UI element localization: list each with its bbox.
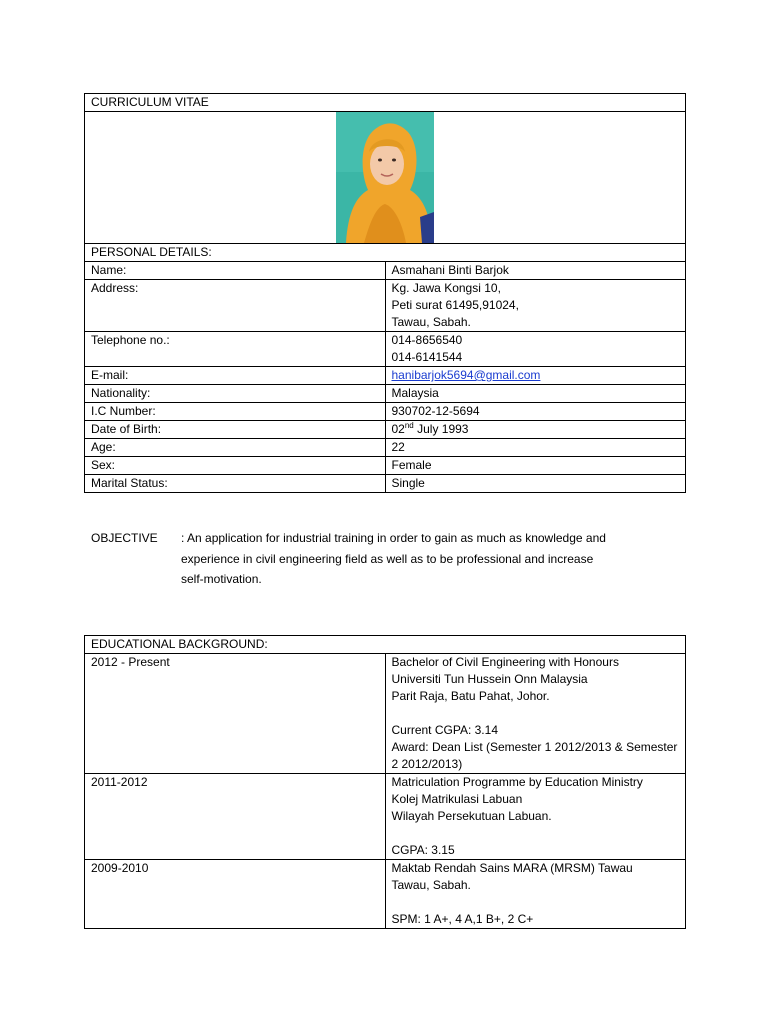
table-row [85, 367, 686, 385]
dob-suffix: nd [404, 421, 414, 430]
education-period-3: 2009-2010 [85, 860, 386, 929]
edu1-line: Award: Dean List (Semester 1 2012/2013 & Semester 2 2012/2013) [391, 740, 678, 771]
objective-line-2: experience in civil engineering field as well as to be professional and increase [181, 551, 594, 566]
spacer [392, 894, 680, 911]
table-row [85, 262, 686, 280]
education-header: EDUCATIONAL BACKGROUND: [85, 636, 686, 654]
telephone-line-1: 014-8656540 [391, 333, 463, 347]
marital-value: Single [385, 475, 686, 493]
edu2-line: Wilayah Persekutuan Labuan. [391, 809, 552, 823]
telephone-value [385, 332, 686, 367]
edu1-line: Universiti Tun Hussein Onn Malaysia [391, 672, 588, 686]
edu1-line: Parit Raja, Batu Pahat, Johor. [391, 689, 550, 703]
edu3-line: Maktab Rendah Sains MARA (MRSM) Tawau [391, 861, 633, 875]
address-line-3: Tawau, Sabah. [391, 315, 471, 329]
age-label: Age: [85, 439, 386, 457]
edu2-line: CGPA: 3.15 [391, 843, 455, 857]
sex-value: Female [385, 457, 686, 475]
objective-text [181, 528, 671, 590]
email-link[interactable]: hanibarjok5694@gmail.com [391, 368, 541, 382]
table-row [85, 457, 686, 475]
edu3-line: SPM: 1 A+, 4 A,1 B+, 2 C+ [391, 912, 534, 926]
telephone-label: Telephone no.: [85, 332, 386, 367]
table-row [85, 860, 686, 929]
education-details-1 [385, 654, 686, 774]
address-line-2: Peti surat 61495,91024, [391, 298, 519, 312]
nationality-label: Nationality: [85, 385, 386, 403]
table-row [85, 774, 686, 860]
table-row [85, 332, 686, 367]
edu2-line: Matriculation Programme by Education Ministry [391, 775, 643, 789]
ic-label: I.C Number: [85, 403, 386, 421]
spacer [392, 825, 680, 842]
sex-label: Sex: [85, 457, 386, 475]
table-row [85, 385, 686, 403]
education-details-3 [385, 860, 686, 929]
education-period-2: 2011-2012 [85, 774, 386, 860]
age-value: 22 [385, 439, 686, 457]
dob-label: Date of Birth: [85, 421, 386, 439]
table-row [85, 439, 686, 457]
cv-title: CURRICULUM VITAE [85, 94, 686, 112]
education-table [84, 635, 686, 929]
edu1-line: Bachelor of Civil Engineering with Honours [391, 655, 619, 669]
spacer [392, 705, 680, 722]
edu3-line: Tawau, Sabah. [391, 878, 471, 892]
profile-photo [336, 112, 434, 243]
email-label: E-mail: [85, 367, 386, 385]
ic-value: 930702-12-5694 [385, 403, 686, 421]
dob-day: 02 [391, 422, 405, 436]
marital-label: Marital Status: [85, 475, 386, 493]
objective-label: OBJECTIVE [91, 531, 158, 545]
dob-rest: July 1993 [413, 422, 469, 436]
nationality-value: Malaysia [385, 385, 686, 403]
name-label: Name: [85, 262, 386, 280]
objective-section [91, 528, 671, 590]
table-row [85, 280, 686, 332]
photo-cell [85, 112, 686, 244]
personal-details-table [84, 93, 686, 493]
name-value: Asmahani Binti Barjok [385, 262, 686, 280]
address-label: Address: [85, 280, 386, 332]
table-row [85, 403, 686, 421]
dob-value [385, 421, 686, 439]
objective-line-3: self-motivation. [181, 572, 262, 586]
table-row [85, 654, 686, 774]
personal-details-header: PERSONAL DETAILS: [85, 244, 686, 262]
edu2-line: Kolej Matrikulasi Labuan [391, 792, 523, 806]
address-line-1: Kg. Jawa Kongsi 10, [391, 281, 501, 295]
address-value [385, 280, 686, 332]
edu1-line: Current CGPA: 3.14 [391, 723, 498, 737]
education-period-1: 2012 - Present [85, 654, 386, 774]
table-row [85, 421, 686, 439]
table-row [85, 475, 686, 493]
education-details-2 [385, 774, 686, 860]
telephone-line-2: 014-6141544 [391, 350, 463, 364]
objective-line-1: : An application for industrial training in order to gain as much as knowledge and [181, 531, 606, 545]
